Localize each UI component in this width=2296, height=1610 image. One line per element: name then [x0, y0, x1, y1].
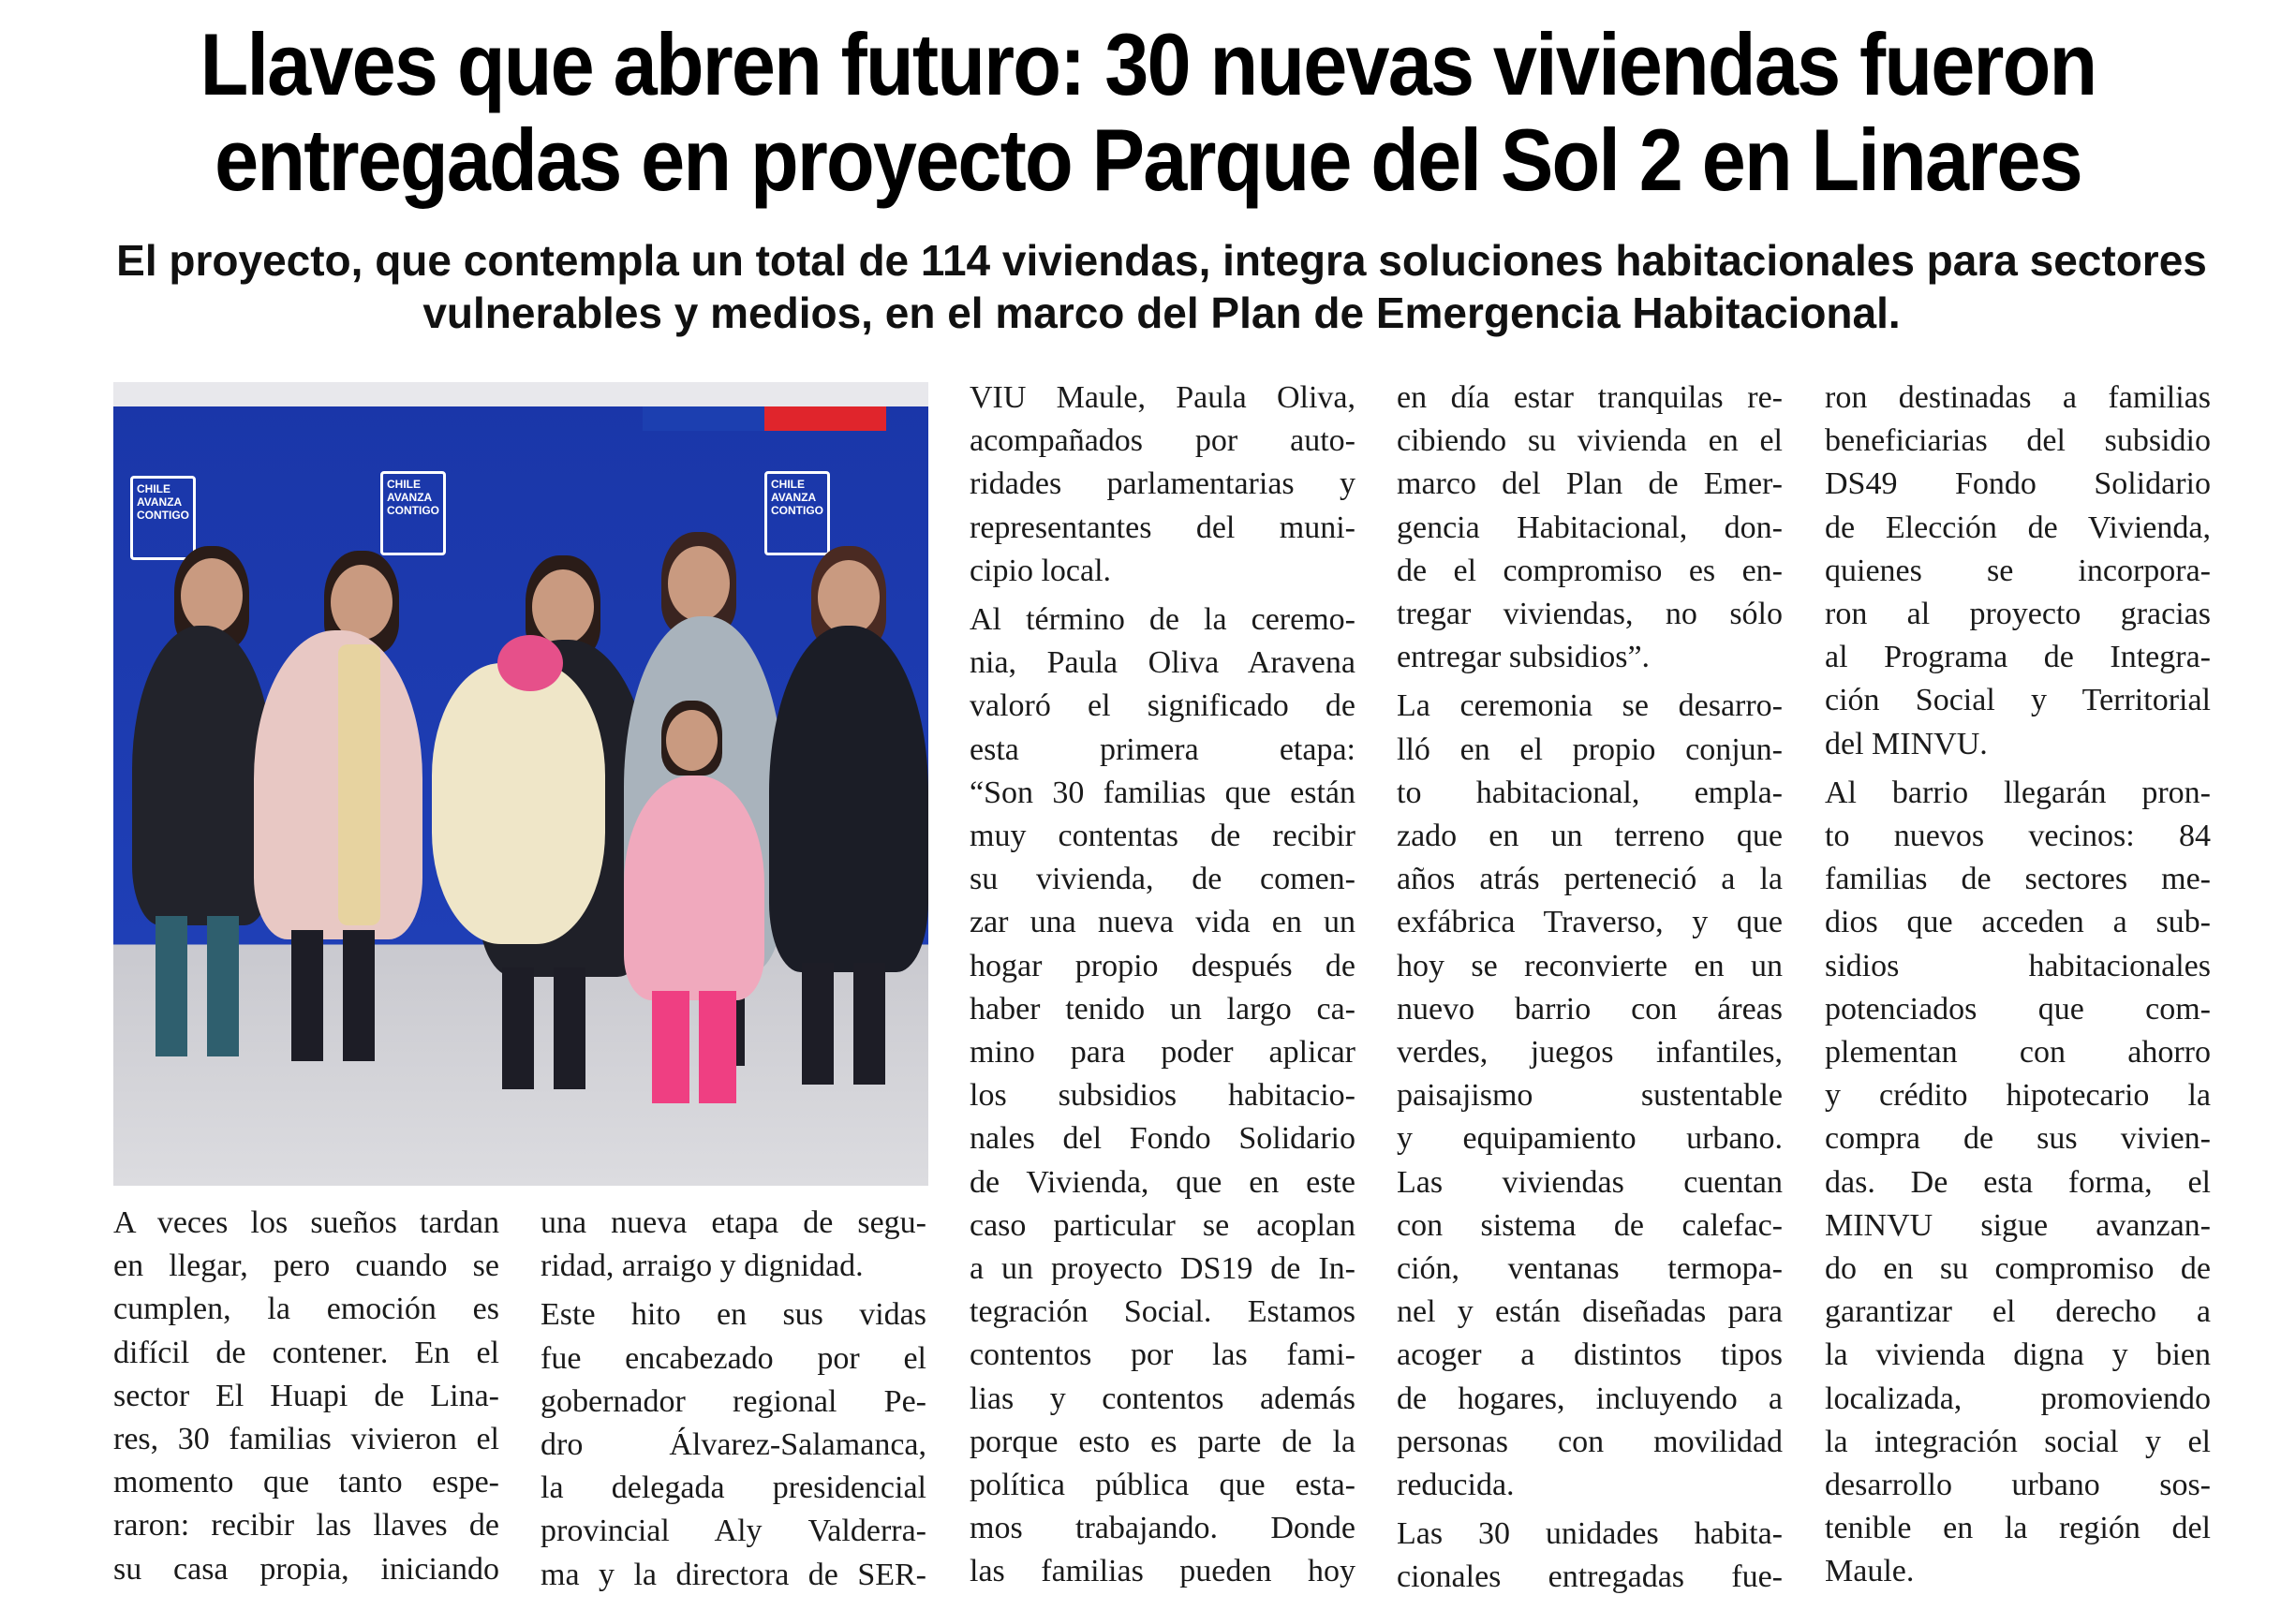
text-line: nuevo barrio con áreas: [1397, 991, 1783, 1027]
text-line: provincial Aly Valderra-: [541, 1514, 926, 1549]
paragraph: [1825, 772, 2211, 1594]
text-line: das. De esta forma, el: [1825, 1164, 2211, 1200]
paragraph: [1825, 377, 2211, 766]
text-line: valoró el significado de: [970, 688, 1355, 724]
article-photo: [113, 382, 928, 1186]
text-line: de hogares, incluyendo a: [1397, 1381, 1783, 1416]
text-line: difícil de contener. En el: [113, 1335, 499, 1370]
text-line: representantes del muni-: [970, 510, 1355, 545]
subheadline: [94, 234, 2229, 339]
text-line: res, 30 familias vivieron el: [113, 1422, 499, 1457]
paragraph: [1397, 377, 1783, 679]
banner-logo-text: AVANZA: [137, 495, 183, 509]
child-leg: [699, 991, 736, 1103]
text-line: to habitacional, empla-: [1397, 775, 1783, 810]
person-body: [132, 626, 273, 925]
photo-ceiling: [113, 382, 928, 406]
article-column-5: [1825, 377, 2211, 1594]
paragraph: [541, 1293, 926, 1596]
person-leg: [502, 967, 534, 1089]
text-line: años atrás perteneció a la: [1397, 862, 1783, 897]
person-leg: [554, 967, 585, 1089]
headline: [115, 17, 2182, 208]
text-line: localizada, promoviendo: [1825, 1381, 2211, 1416]
text-line: con sistema de calefac-: [1397, 1207, 1783, 1243]
text-line: plementan con ahorro: [1825, 1035, 2211, 1071]
text-line: tenible en la región del: [1825, 1511, 2211, 1546]
person-leg: [853, 963, 885, 1085]
text-line: nia, Paula Oliva Aravena: [970, 645, 1355, 681]
text-line: ción Social y Territorial: [1825, 683, 2211, 718]
text-line: política pública que esta-: [970, 1468, 1355, 1503]
text-line: cumplen, la emoción es: [113, 1292, 499, 1327]
text-line: cibiendo su vivienda en el: [1397, 423, 1783, 459]
text-line: entregar subsidios”.: [1397, 640, 1651, 675]
text-line: acoger a distintos tipos: [1397, 1337, 1783, 1373]
text-line: los subsidios habitacio-: [970, 1078, 1355, 1114]
text-line: caso particular se acoplan: [970, 1207, 1355, 1243]
text-line: lias y contentos además: [970, 1381, 1355, 1416]
text-line: lló en el propio conjun-: [1397, 731, 1783, 767]
text-line: la delegada presidencial: [541, 1470, 926, 1506]
text-line: de el compromiso es en-: [1397, 553, 1783, 588]
text-line: la vivienda digna y bien: [1825, 1337, 2211, 1373]
text-line: al Programa de Integra-: [1825, 640, 2211, 675]
text-line: hogar propio después de: [970, 948, 1355, 983]
person-leg: [343, 930, 375, 1061]
text-line: VIU Maule, Paula Oliva,: [970, 380, 1355, 415]
text-line: su vivienda, de comen-: [970, 862, 1355, 897]
text-line: zar una nueva vida en un: [970, 905, 1355, 940]
text-line: ron al proyecto gracias: [1825, 597, 2211, 632]
text-line: la integración social y el: [1825, 1424, 2211, 1459]
banner-logo-text: CONTIGO: [137, 509, 189, 522]
article-column-2: [541, 1202, 926, 1597]
banner-logo-text: CHILE: [771, 478, 805, 491]
paragraph: [970, 598, 1355, 1594]
person-leg: [291, 930, 323, 1061]
text-line: de Vivienda, que en este: [970, 1164, 1355, 1200]
paragraph: [970, 377, 1355, 593]
banner-logo: [130, 476, 196, 560]
article-column-4: [1397, 377, 1783, 1600]
text-line: ma y la directora de SER-: [541, 1557, 926, 1592]
paragraph: [1397, 1513, 1783, 1599]
text-line: nales del Fondo Solidario: [970, 1121, 1355, 1157]
text-line: haber tenido un largo ca-: [970, 991, 1355, 1027]
text-line: verdes, juegos infantiles,: [1397, 1035, 1783, 1071]
person-scarf: [338, 644, 380, 925]
text-line: mino para poder aplicar: [970, 1035, 1355, 1071]
text-line: Las viviendas cuentan: [1397, 1164, 1783, 1200]
text-line: Al barrio llegarán pron-: [1825, 775, 2211, 810]
text-line: reducida.: [1397, 1468, 1515, 1503]
text-line: Las 30 unidades habita-: [1397, 1516, 1783, 1552]
text-line: tegración Social. Estamos: [970, 1294, 1355, 1330]
text-line: sector El Huapi de Lina-: [113, 1378, 499, 1413]
text-line: zado en un terreno que: [1397, 819, 1783, 854]
person-body: [769, 626, 928, 972]
text-line: a un proyecto DS19 de In-: [970, 1251, 1355, 1287]
baby-hat: [497, 635, 563, 691]
text-line: tregar viviendas, no sólo: [1397, 597, 1783, 632]
subheadline-line: El proyecto, que contempla un total de 114 viviendas, integra soluciones habitacionales para sectores: [116, 236, 2207, 285]
text-line: muy contentas de recibir: [970, 819, 1355, 854]
text-line: gobernador regional Pe-: [541, 1383, 926, 1419]
text-line: quienes se incorpora-: [1825, 553, 2211, 588]
paragraph: [1397, 685, 1783, 1507]
text-line: cionales entregadas fue-: [1397, 1559, 1783, 1595]
person-head: [532, 569, 594, 644]
text-line: en día estar tranquilas re-: [1397, 380, 1783, 415]
banner-logo: [380, 471, 446, 555]
text-line: DS49 Fondo Solidario: [1825, 466, 2211, 502]
text-line: Maule.: [1825, 1554, 1915, 1589]
headline-line: entregadas en proyecto Parque del Sol 2 en Linares: [215, 111, 2081, 209]
text-line: ron destinadas a familias: [1825, 380, 2211, 415]
text-line: raron: recibir las llaves de: [113, 1508, 499, 1544]
text-line: to nuevos vecinos: 84: [1825, 819, 2211, 854]
text-line: dios que acceden a sub-: [1825, 905, 2211, 940]
text-line: Al término de la ceremo-: [970, 602, 1355, 638]
text-line: familias de sectores me-: [1825, 862, 2211, 897]
text-line: paisajismo sustentable: [1397, 1078, 1783, 1114]
text-line: del MINVU.: [1825, 726, 1988, 761]
child-head: [666, 710, 718, 771]
text-line: acompañados por auto-: [970, 423, 1355, 459]
article-column-3: [970, 377, 1355, 1594]
article-column-1: [113, 1202, 499, 1591]
text-line: dro Álvarez-Salamanca,: [541, 1427, 926, 1463]
person-leg: [207, 916, 239, 1056]
person-head: [331, 565, 393, 640]
text-line: sidios habitacionales: [1825, 948, 2211, 983]
text-line: Este hito en sus vidas: [541, 1297, 926, 1333]
text-line: exfábrica Traverso, y que: [1397, 905, 1783, 940]
text-line: compra de sus vivien-: [1825, 1121, 2211, 1157]
text-line: garantizar el derecho a: [1825, 1294, 2211, 1330]
photo-flag-stripe-blue: [643, 406, 764, 431]
banner-logo-text: CHILE: [387, 478, 421, 491]
text-line: y equipamiento urbano.: [1397, 1121, 1783, 1157]
text-line: cipio local.: [970, 553, 1112, 588]
banner-logo: [764, 471, 830, 555]
banner-logo-text: CHILE: [137, 482, 170, 495]
person-head: [181, 558, 243, 633]
banner-logo-text: CONTIGO: [771, 504, 823, 517]
text-line: momento que tanto espe-: [113, 1465, 499, 1500]
text-line: ción, ventanas termopa-: [1397, 1251, 1783, 1287]
text-line: su casa propia, iniciando: [113, 1551, 499, 1587]
photo-flag-stripe-red: [764, 406, 886, 431]
text-line: una nueva etapa de segu-: [541, 1205, 926, 1240]
banner-logo-text: AVANZA: [771, 491, 817, 504]
text-line: “Son 30 familias que están: [970, 775, 1355, 810]
baby-blanket: [432, 663, 605, 944]
banner-logo-text: AVANZA: [387, 491, 433, 504]
person-head: [818, 560, 880, 635]
text-line: gencia Habitacional, don-: [1397, 510, 1783, 545]
text-line: en llegar, pero cuando se: [113, 1248, 499, 1284]
text-line: do en su compromiso de: [1825, 1251, 2211, 1287]
text-line: marco del Plan de Emer-: [1397, 466, 1783, 502]
child-coat: [624, 775, 764, 1000]
text-line: nel y están diseñadas para: [1397, 1294, 1783, 1330]
text-line: esta primera etapa:: [970, 731, 1355, 767]
text-line: de Elección de Vivienda,: [1825, 510, 2211, 545]
person-leg: [156, 916, 187, 1056]
text-line: MINVU sigue avanzan-: [1825, 1207, 2211, 1243]
text-line: mos trabajando. Donde: [970, 1511, 1355, 1546]
text-line: y crédito hipotecario la: [1825, 1078, 2211, 1114]
text-line: contentos por las fami-: [970, 1337, 1355, 1373]
text-line: La ceremonia se desarro-: [1397, 688, 1783, 724]
text-line: beneficiarias del subsidio: [1825, 423, 2211, 459]
text-line: potenciados que com-: [1825, 991, 2211, 1027]
text-line: las familias pueden hoy: [970, 1554, 1355, 1589]
subheadline-line: vulnerables y medios, en el marco del Plan de Emergencia Habitacional.: [422, 288, 1901, 337]
text-line: ridad, arraigo y dignidad.: [541, 1248, 864, 1284]
text-line: desarrollo urbano sos-: [1825, 1468, 2211, 1503]
paragraph: [113, 1202, 499, 1591]
child-leg: [652, 991, 689, 1103]
text-line: personas con movilidad: [1397, 1424, 1783, 1459]
person-leg: [802, 963, 834, 1085]
text-line: ridades parlamentarias y: [970, 466, 1355, 502]
text-line: porque esto es parte de la: [970, 1424, 1355, 1459]
headline-line: Llaves que abren futuro: 30 nuevas viviendas fueron: [200, 15, 2096, 113]
text-line: fue encabezado por el: [541, 1340, 926, 1376]
paragraph: [541, 1202, 926, 1288]
text-line: A veces los sueños tardan: [113, 1205, 499, 1240]
person-head: [668, 546, 730, 621]
banner-logo-text: CONTIGO: [387, 504, 439, 517]
text-line: hoy se reconvierte en un: [1397, 948, 1783, 983]
